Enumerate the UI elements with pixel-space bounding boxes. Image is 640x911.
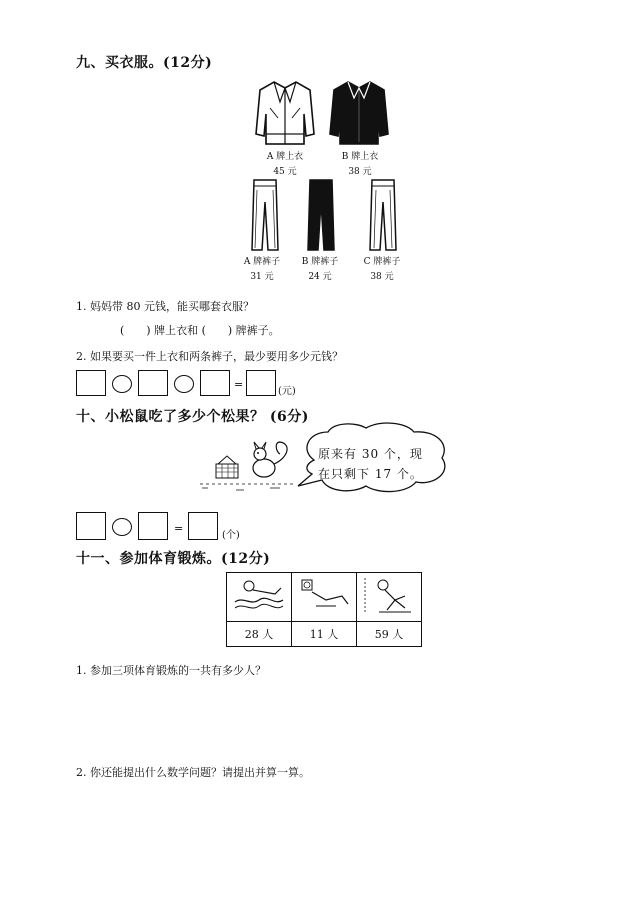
count-cell-1: 28 人 <box>227 622 292 647</box>
operator-circle-3[interactable] <box>112 518 132 536</box>
item-a-pants-price: 31 元 <box>250 272 274 282</box>
operator-circle-1[interactable] <box>112 375 132 393</box>
exercise-table <box>226 572 422 647</box>
bubble-line-2: 在只剩下 17 个。 <box>318 467 423 481</box>
equals-sign-1: = <box>234 378 244 391</box>
section11-question-1: 1. 参加三项体育锻炼的一共有多少人？ <box>76 664 266 677</box>
swimming-cell <box>227 573 292 622</box>
pants-b-image <box>304 178 338 253</box>
section11-question-2: 2. 你还能提出什么数学问题？请提出并算一算。 <box>76 766 310 779</box>
swimming-icon <box>231 576 287 616</box>
item-c-pants-label: C 牌裤子 <box>363 257 401 267</box>
answer-box-4[interactable] <box>246 370 276 396</box>
jacket-b-image <box>328 78 390 148</box>
skating-icon <box>361 576 417 616</box>
item-a-jacket-label: A 牌上衣 <box>266 152 304 162</box>
equals-sign-2: = <box>174 522 184 535</box>
answer-box-6[interactable] <box>138 512 168 540</box>
skating-cell <box>357 573 422 622</box>
sit-up-icon <box>296 576 352 616</box>
count-cell-3: 59 人 <box>357 622 422 647</box>
rope-skipping-cell <box>292 573 357 622</box>
item-b-jacket-label: B 牌上衣 <box>341 152 379 162</box>
unit-ge: (个) <box>222 530 240 541</box>
answer-box-1[interactable] <box>76 370 106 396</box>
answer-box-2[interactable] <box>138 370 168 396</box>
answer-box-7[interactable] <box>188 512 218 540</box>
operator-circle-2[interactable] <box>174 375 194 393</box>
answer-box-3[interactable] <box>200 370 230 396</box>
pants-c-image <box>366 178 400 253</box>
item-b-pants-price: 24 元 <box>308 272 332 282</box>
section10-title: 十、小松鼠吃了多少个松果？ (6分) <box>76 409 309 425</box>
item-a-pants-label: A 牌裤子 <box>243 257 281 267</box>
item-b-pants-label: B 牌裤子 <box>301 257 339 267</box>
squirrel-image <box>196 438 300 496</box>
pants-a-image <box>248 178 282 253</box>
section9-title: 九、买衣服。(12分) <box>76 55 213 71</box>
section9-question-1: 1. 妈妈带 80 元钱，能买哪套衣服？ <box>76 300 254 313</box>
jacket-a-image <box>254 78 316 148</box>
section11-title: 十一、参加体育锻炼。(12分) <box>76 551 271 567</box>
item-b-jacket-price: 38 元 <box>348 167 372 177</box>
bubble-line-1: 原来有 30 个，现 <box>318 447 423 461</box>
section9-answer-1[interactable]: ( ) 牌上衣和 ( ) 牌裤子。 <box>120 324 280 337</box>
item-c-pants-price: 38 元 <box>370 272 394 282</box>
count-cell-2: 11 人 <box>292 622 357 647</box>
answer-box-5[interactable] <box>76 512 106 540</box>
section9-question-2: 2. 如果要买一件上衣和两条裤子，最少要用多少元钱？ <box>76 350 343 363</box>
item-a-jacket-price: 45 元 <box>273 167 297 177</box>
unit-yuan: (元) <box>278 386 296 397</box>
